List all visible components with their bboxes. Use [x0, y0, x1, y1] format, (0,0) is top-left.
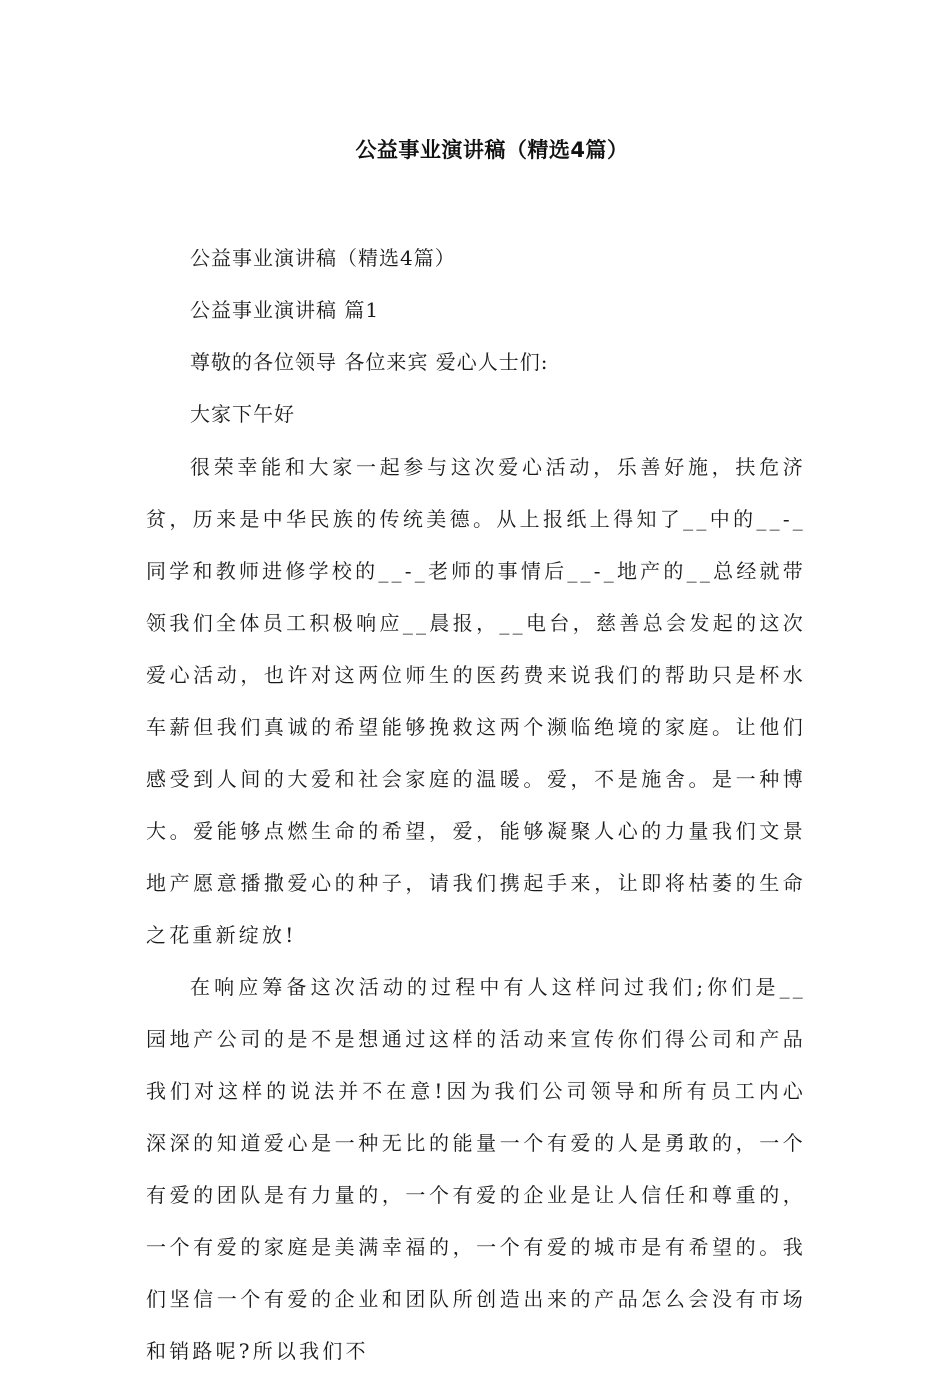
body-paragraph: 在响应筹备这次活动的过程中有人这样问过我们;你们是__园地产公司的是不是想通过这样的活动来宣传你们得公司和产品我们对这样的说法并不在意!因为我们公司领导和所有员工内心深深的知道爱心是一种无比的能量一个有爱的人是勇敢的，一个有爱的团队是有力量的，一个有爱的企业是让人信任和尊重的，一个有爱的家庭是美满幸福的，一个有爱的城市是有希望的。我们坚信一个有爱的企业和团队所创造出来的产品怎么会没有市场和销路呢?所以我们不 — [146, 975, 806, 1363]
document-title: 公益事业演讲稿（精选4篇） — [355, 138, 629, 162]
greeting: 大家下午好 — [190, 402, 295, 426]
salutation: 尊敬的各位领导 各位来宾 爱心人士们: — [190, 350, 549, 374]
body-paragraph: 很荣幸能和大家一起参与这次爱心活动，乐善好施，扶危济贫，历来是中华民族的传统美德。从上报纸上得知了__中的__-_同学和教师进修学校的__-_老师的事情后__-_地产的__总经就带领我们全体员工积极响应__晨报，__电台，慈善总会发起的这次爱心活动，也许对这两位师生的医药费来说我们的帮助只是杯水车薪但我们真诚的希望能够挽救这两个濒临绝境的家庭。让他们感受到人间的大爱和社会家庭的温暖。爱，不是施舍。是一种博大。爱能够点燃生命的希望，爱，能够凝聚人心的力量我们文景地产愿意播撒爱心的种子，请我们携起手来，让即将枯萎的生命之花重新绽放! — [146, 455, 806, 947]
subtitle-line: 公益事业演讲稿（精选4篇） — [190, 246, 456, 270]
document-body — [146, 232, 806, 1377]
section-heading: 公益事业演讲稿 篇1 — [190, 298, 380, 322]
